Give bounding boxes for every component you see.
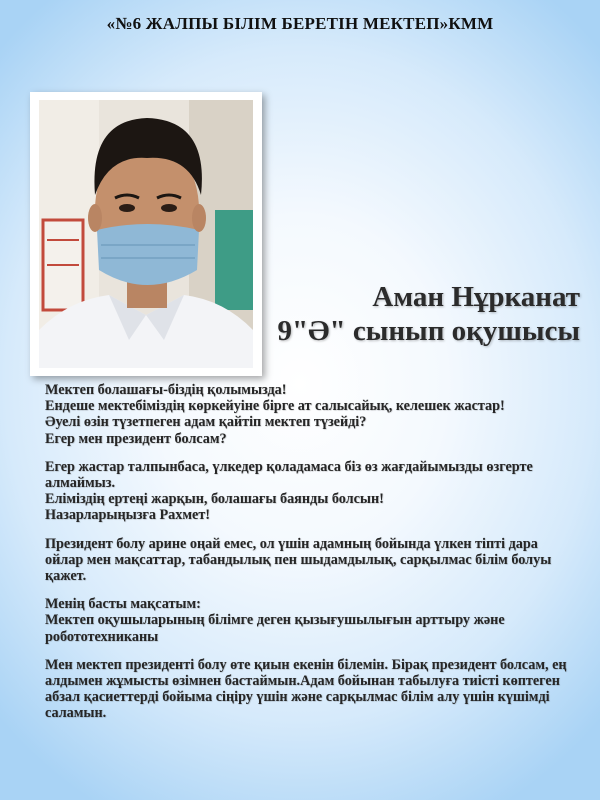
student-photo <box>39 100 253 368</box>
text-line: Еліміздің ертеңі жарқын, болашағы баянды болсын! <box>45 491 384 508</box>
student-name-block <box>277 280 580 348</box>
paragraph <box>45 657 575 722</box>
text-line: Мектеп болашағы-біздің қолымызда! <box>45 382 287 398</box>
text-line: Ендеше мектебіміздің көркейуіне бірге ат салысайық, келешек жастар! <box>45 398 505 415</box>
text-line: Назарларыңызға Рахмет! <box>45 507 211 524</box>
text-line: Президент болу арине оңай емес, ол үшін адамның бойында үлкен тіпті дара ойлар мен мақсаттар, табандылық пен шыдамдылық, сарқылмас білім болуы қажет. <box>45 535 552 585</box>
text-line: Егер жастар талпынбаса, үлкедер қоладамаса біз өз жағдайымызды өзгерте алмаймыз. <box>45 458 533 492</box>
paragraph <box>45 382 575 447</box>
student-name: Аман Нұрканат <box>372 281 580 313</box>
manifesto-text <box>45 382 575 734</box>
text-line: Әуелі өзін түзетпеген адам қайтіп мектеп түзейді? <box>45 414 367 431</box>
school-title: «№6 ЖАЛПЫ БІЛІМ БЕРЕТІН МЕКТЕП»КММ <box>106 14 494 33</box>
paragraph <box>45 536 575 585</box>
text-line: Мен мектеп президенті болу өте қиын екенін білемін. Бірақ президент болсам, ең алдымен жұмысты өзімнен бастаймын.Адам бойынан табылуға тиісті көптеген абзал қасиеттерді бойыма сіңіру үшін және сарқылмас білім алу үшін күшімді саламын. <box>45 656 567 722</box>
student-grade: 9"Ә" сынып оқушысы <box>277 315 580 347</box>
paragraph <box>45 596 575 645</box>
text-line: Мектеп оқушыларының білімге деген қызығушылығын арттыру және робототехниканы <box>45 612 505 645</box>
paragraph <box>45 459 575 524</box>
student-photo-frame <box>30 92 262 376</box>
text-line: Менің басты мақсатым: <box>45 596 201 613</box>
text-line: Егер мен президент болсам? <box>45 430 227 447</box>
